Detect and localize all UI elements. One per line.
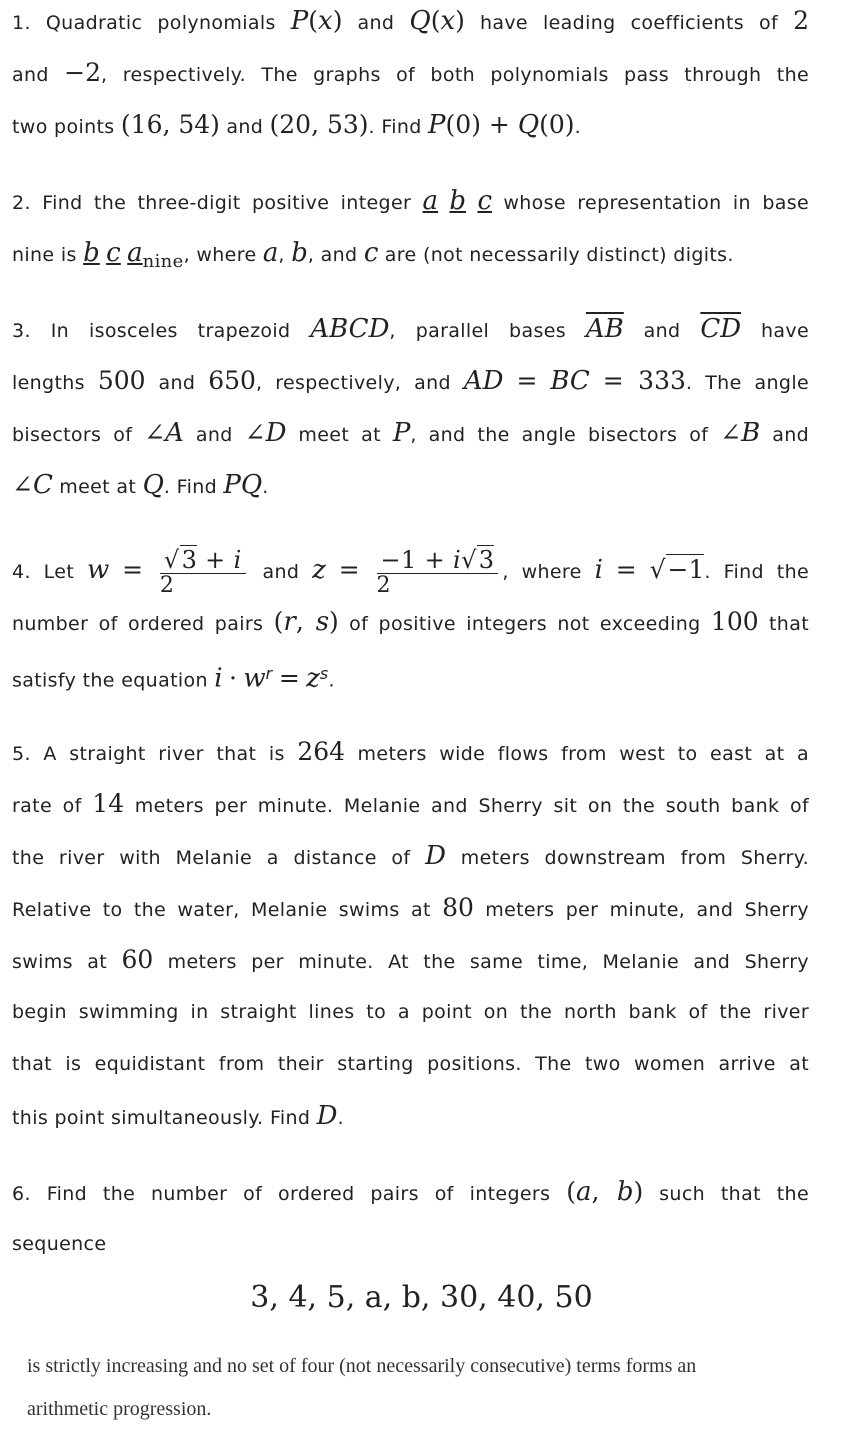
problem-3 [12, 303, 809, 511]
problem-2-line-2: nine is b c anine, where a, b, and c are (not necessarily distinct) digits. [12, 238, 734, 272]
fraction-w: $\frac{√3 + i}{2}$ [160, 548, 246, 597]
sequence-display: 3, 4, 5, a, b, 30, 40, 50 [250, 1280, 593, 1315]
problem-5-line-7: that is equidistant from their starting positions. The two women arrive at [12, 1053, 809, 1075]
problem-4-line-1: 4. Let w = $\frac{√3 + i}{2}$ and z = $\frac{-1 + i√3}{2}$ , where i = √−1. Find the [12, 545, 810, 599]
continuation-line-2: arithmetic progression. [27, 1398, 212, 1420]
problem-4-line-3: satisfy the equation $i \cdot w^r = z^s$. [12, 663, 335, 694]
problem-5-line-2: rate of 14 meters per minute. Melanie and Sherry sit on the south bank of [12, 789, 809, 818]
problem-6-continuation [27, 1345, 787, 1431]
continuation-line-1: is strictly increasing and no set of four (not necessarily consecutive) terms forms an [27, 1355, 697, 1377]
problem-3-line-2: lengths 500 and 650, respectively, and AD = BC = 333. The angle [12, 366, 810, 396]
problem-1-line-2: and −2, respectively. The graphs of both polynomials pass through the [12, 58, 809, 87]
problem-4 [12, 544, 809, 700]
problem-5-line-3: the river with Melanie a distance of D meters downstream from Sherry. [12, 841, 809, 871]
problem-6-line-2: sequence [12, 1233, 107, 1255]
problem-1 [12, 0, 809, 151]
fraction-z: $\frac{-1 + i√3}{2}$ [377, 548, 499, 597]
problem-5-line-4: Relative to the water, Melanie swims at 80 meters per minute, and Sherry [12, 893, 809, 922]
problem-3-line-1: 3. In isosceles trapezoid ABCD, parallel bases $\overline{AB}$ and $\overline{CD}$ have [12, 314, 809, 344]
problem-5-line-6: begin swimming in straight lines to a point on the north bank of the river [12, 1001, 809, 1023]
problem-6-line-1: 6. Find the number of ordered pairs of integers (a, b) such that the [12, 1177, 809, 1207]
problem-6 [12, 1166, 809, 1270]
problem-4-line-2: number of ordered pairs (r, s) of positive integers not exceeding 100 that [12, 607, 809, 637]
problem-2-line-1: 2. Find the three-digit positive integer a b c whose representation in base [12, 186, 810, 216]
problem-5-line-5: swims at 60 meters per minute. At the same time, Melanie and Sherry [12, 945, 809, 974]
problem-1-line-3: two points (16, 54) and (20, 53). Find P(0) + Q(0). [12, 110, 581, 140]
problem-5-line-1: 5. A straight river that is 264 meters wide flows from west to east at a [12, 737, 809, 766]
problem-2 [12, 175, 809, 279]
problem-5-line-8: this point simultaneously. Find D. [12, 1101, 344, 1131]
problem-1-line-1: 1. Quadratic polynomials P(x) and Q(x) have leading coefficients of 2 [12, 6, 809, 36]
problem-3-line-3: bisectors of ∠A and ∠D meet at P, and the angle bisectors of ∠B and [12, 418, 810, 448]
problem-3-line-4: ∠C meet at Q. Find PQ. [12, 470, 269, 500]
problem-5 [12, 726, 809, 1142]
